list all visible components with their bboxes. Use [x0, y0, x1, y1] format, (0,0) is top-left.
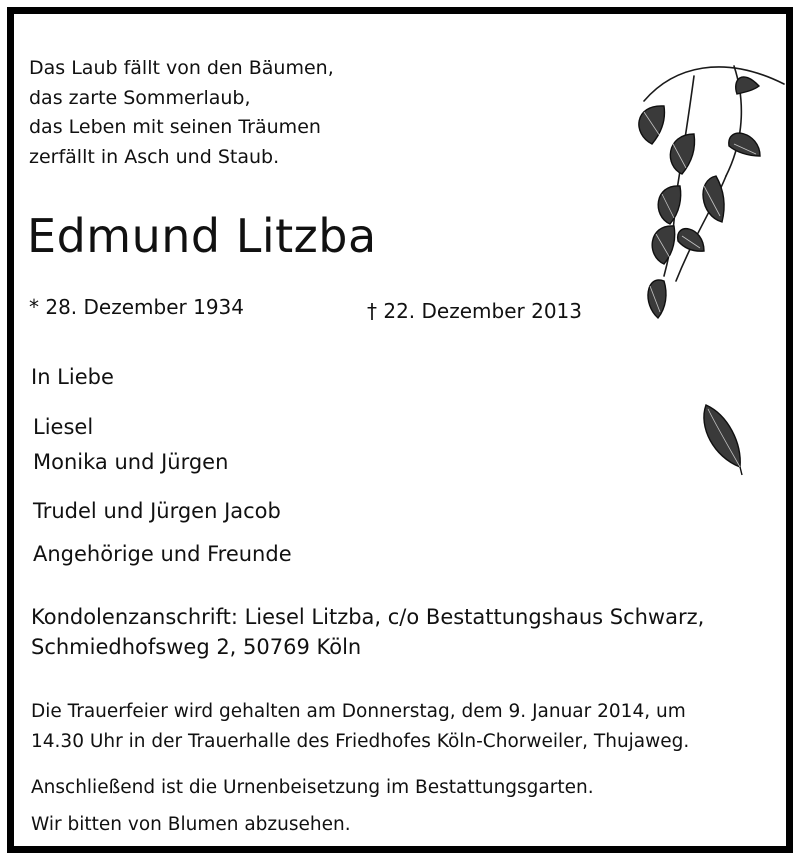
death-date: † 22. Dezember 2013 — [367, 299, 582, 323]
poem-line: das Leben mit seinen Träumen — [29, 116, 321, 138]
birth-date: * 28. Dezember 1934 — [29, 295, 244, 319]
funeral-ceremony — [31, 697, 689, 757]
condolence-line: Kondolenzanschrift: Liesel Litzba, c/o Bestattungshaus Schwarz, — [31, 605, 705, 629]
funeral-line: Die Trauerfeier wird gehalten am Donnerstag, dem 9. Januar 2014, um — [31, 701, 686, 722]
poem-line: zerfällt in Asch und Staub. — [29, 145, 280, 168]
deceased-name: Edmund Litzba — [27, 209, 377, 263]
burial-note: Anschließend ist die Urnenbeisetzung im Bestattungsgarten. — [31, 777, 594, 798]
mourner-name: Liesel — [33, 415, 94, 439]
birch-branch-illustration — [634, 46, 789, 336]
condolence-line: Schmiedhofsweg 2, 50769 Köln — [31, 635, 362, 659]
falling-leaf-illustration — [698, 399, 748, 479]
poem — [29, 54, 334, 172]
poem-line: Das Laub fällt von den Bäumen, — [29, 57, 334, 79]
flowers-note: Wir bitten von Blumen abzusehen. — [31, 814, 351, 835]
mourner-name: Angehörige und Freunde — [33, 542, 292, 566]
poem-line: das zarte Sommerlaub, — [29, 86, 251, 109]
condolence-address — [31, 602, 704, 662]
funeral-line: 14.30 Uhr in der Trauerhalle des Friedhofes Köln-Chorweiler, Thujaweg. — [31, 731, 690, 752]
mourner-name: Monika und Jürgen — [33, 450, 229, 474]
mourner-name: Trudel und Jürgen Jacob — [33, 499, 281, 523]
obituary-notice — [7, 7, 793, 853]
mourners-intro: In Liebe — [31, 365, 114, 389]
